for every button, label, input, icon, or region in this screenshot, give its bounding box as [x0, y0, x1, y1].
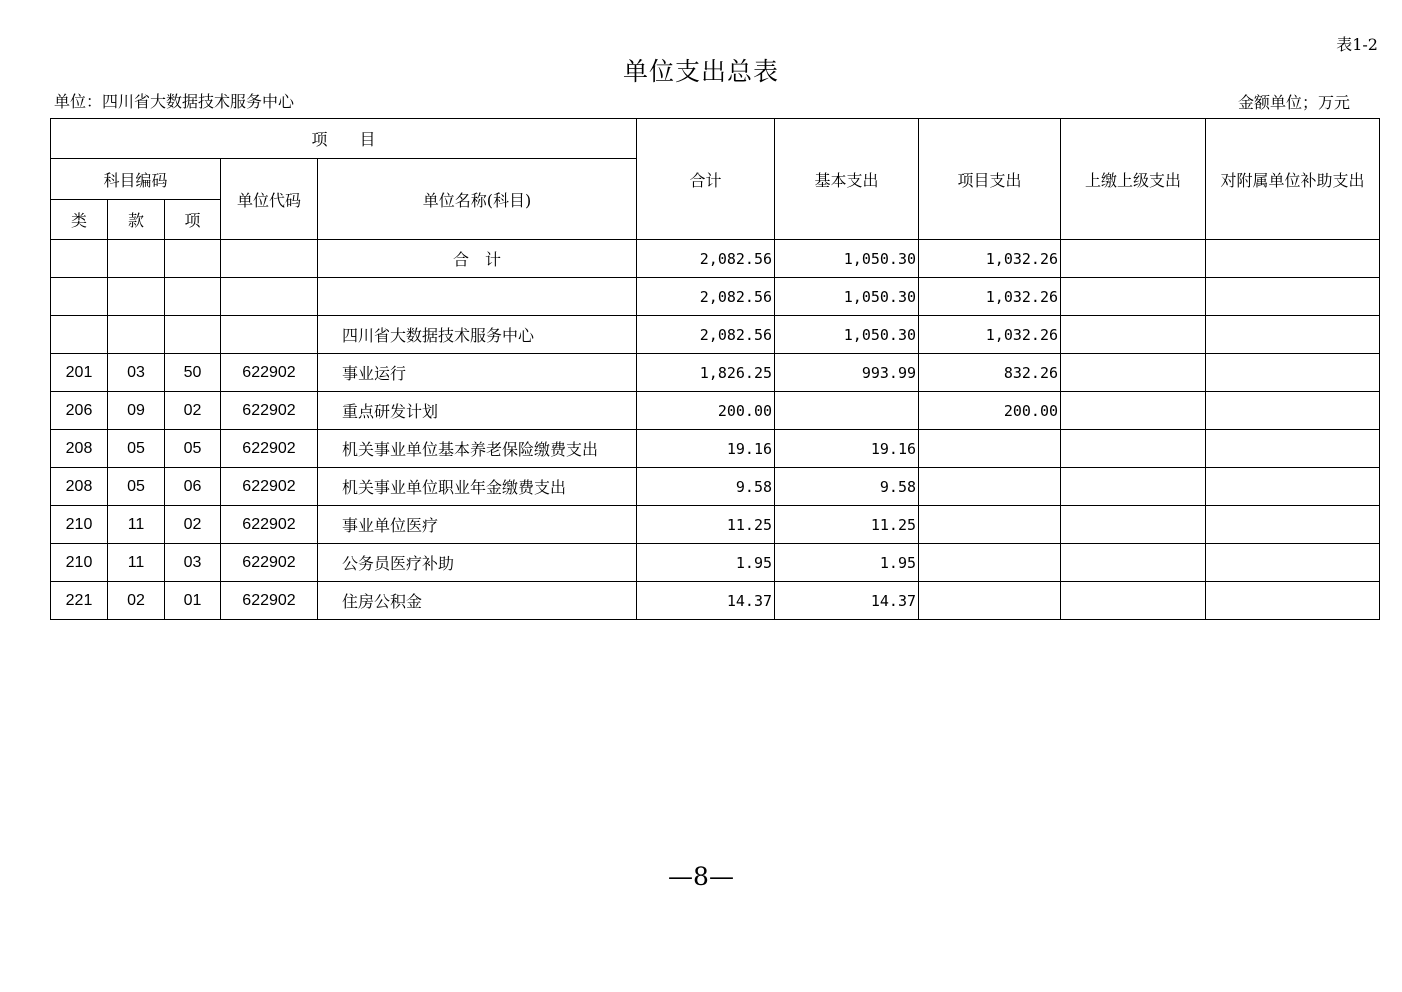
page-number: —8— [668, 862, 734, 891]
expenditure-table [50, 118, 1380, 620]
cell-lei: 208 [51, 430, 108, 468]
cell-total: 2,082.56 [637, 278, 775, 316]
cell-total: 2,082.56 [637, 240, 775, 278]
cell-upper [1061, 354, 1206, 392]
cell-subsidiary [1206, 506, 1380, 544]
cell-project [919, 430, 1061, 468]
cell-subsidiary [1206, 316, 1380, 354]
page-title: 单位支出总表 [622, 57, 779, 86]
cell-subsidiary [1206, 278, 1380, 316]
cell-kuan: 11 [108, 544, 165, 582]
header-xiang: 项 [165, 200, 221, 240]
cell-project [919, 506, 1061, 544]
cell-lei [51, 240, 108, 278]
cell-code: 622902 [221, 582, 318, 620]
cell-basic: 9.58 [775, 468, 919, 506]
header-xiangmu: 项 目 [51, 119, 637, 159]
cell-name: 重点研发计划 [318, 392, 637, 430]
cell-name: 事业单位医疗 [318, 506, 637, 544]
cell-code [221, 278, 318, 316]
cell-kuan: 09 [108, 392, 165, 430]
cell-name: 四川省大数据技术服务中心 [318, 316, 637, 354]
cell-project [919, 544, 1061, 582]
cell-subsidiary [1206, 354, 1380, 392]
cell-kuan: 03 [108, 354, 165, 392]
cell-total: 2,082.56 [637, 316, 775, 354]
cell-kuan: 05 [108, 430, 165, 468]
cell-project [919, 468, 1061, 506]
cell-xiang: 01 [165, 582, 221, 620]
cell-basic [775, 392, 919, 430]
cell-kuan: 02 [108, 582, 165, 620]
cell-total: 200.00 [637, 392, 775, 430]
cell-xiang [165, 316, 221, 354]
cell-basic: 993.99 [775, 354, 919, 392]
table-row [51, 354, 1380, 392]
cell-code [221, 240, 318, 278]
cell-xiang [165, 240, 221, 278]
table-number: 表1-2 [1336, 35, 1378, 54]
cell-basic: 14.37 [775, 582, 919, 620]
header-unit-name: 单位名称(科目) [318, 159, 637, 240]
table-row [51, 582, 1380, 620]
cell-xiang: 50 [165, 354, 221, 392]
cell-upper [1061, 430, 1206, 468]
cell-basic: 1.95 [775, 544, 919, 582]
cell-code: 622902 [221, 506, 318, 544]
cell-xiang [165, 278, 221, 316]
cell-lei [51, 278, 108, 316]
header-total: 合计 [637, 119, 775, 240]
cell-subsidiary [1206, 240, 1380, 278]
cell-total: 19.16 [637, 430, 775, 468]
cell-kuan: 11 [108, 506, 165, 544]
table-row [51, 468, 1380, 506]
cell-basic: 11.25 [775, 506, 919, 544]
cell-xiang: 05 [165, 430, 221, 468]
cell-project: 1,032.26 [919, 278, 1061, 316]
header-project: 项目支出 [919, 119, 1061, 240]
cell-total: 1,826.25 [637, 354, 775, 392]
header-subsidiary: 对附属单位补助支出 [1206, 119, 1380, 240]
cell-name: 公务员医疗补助 [318, 544, 637, 582]
table-row [51, 544, 1380, 582]
header-subject-code: 科目编码 [51, 159, 221, 200]
cell-name [318, 278, 637, 316]
table-row [51, 430, 1380, 468]
table-row [51, 240, 1380, 278]
cell-upper [1061, 506, 1206, 544]
cell-name: 住房公积金 [318, 582, 637, 620]
cell-basic: 1,050.30 [775, 240, 919, 278]
cell-subsidiary [1206, 582, 1380, 620]
header-unit-code: 单位代码 [221, 159, 318, 240]
cell-upper [1061, 468, 1206, 506]
cell-xiang: 03 [165, 544, 221, 582]
cell-name: 事业运行 [318, 354, 637, 392]
cell-project: 200.00 [919, 392, 1061, 430]
cell-xiang: 02 [165, 392, 221, 430]
header-basic: 基本支出 [775, 119, 919, 240]
header-row-1 [51, 119, 1380, 159]
cell-name: 合 计 [318, 240, 637, 278]
cell-kuan [108, 316, 165, 354]
table-row [51, 316, 1380, 354]
cell-upper [1061, 392, 1206, 430]
cell-subsidiary [1206, 468, 1380, 506]
cell-basic: 19.16 [775, 430, 919, 468]
cell-xiang: 02 [165, 506, 221, 544]
cell-upper [1061, 316, 1206, 354]
cell-lei [51, 316, 108, 354]
cell-upper [1061, 278, 1206, 316]
cell-name: 机关事业单位基本养老保险缴费支出 [318, 430, 637, 468]
cell-lei: 210 [51, 544, 108, 582]
cell-subsidiary [1206, 544, 1380, 582]
cell-code: 622902 [221, 544, 318, 582]
cell-upper [1061, 544, 1206, 582]
cell-xiang: 06 [165, 468, 221, 506]
cell-basic: 1,050.30 [775, 316, 919, 354]
cell-code: 622902 [221, 430, 318, 468]
cell-total: 9.58 [637, 468, 775, 506]
cell-lei: 210 [51, 506, 108, 544]
table-row [51, 392, 1380, 430]
cell-upper [1061, 582, 1206, 620]
cell-lei: 221 [51, 582, 108, 620]
cell-code: 622902 [221, 354, 318, 392]
cell-lei: 206 [51, 392, 108, 430]
cell-basic: 1,050.30 [775, 278, 919, 316]
cell-project: 1,032.26 [919, 240, 1061, 278]
cell-name: 机关事业单位职业年金缴费支出 [318, 468, 637, 506]
cell-code: 622902 [221, 392, 318, 430]
header-lei: 类 [51, 200, 108, 240]
header-kuan: 款 [108, 200, 165, 240]
cell-subsidiary [1206, 392, 1380, 430]
cell-total: 1.95 [637, 544, 775, 582]
cell-lei: 208 [51, 468, 108, 506]
cell-total: 11.25 [637, 506, 775, 544]
unit-label: 单位：四川省大数据技术服务中心 [54, 92, 295, 111]
table-row [51, 506, 1380, 544]
header-upper: 上缴上级支出 [1061, 119, 1206, 240]
cell-total: 14.37 [637, 582, 775, 620]
table-row [51, 278, 1380, 316]
cell-kuan [108, 278, 165, 316]
cell-kuan: 05 [108, 468, 165, 506]
cell-code [221, 316, 318, 354]
cell-project: 832.26 [919, 354, 1061, 392]
amount-unit-label: 金额单位；万元 [1237, 93, 1350, 112]
cell-upper [1061, 240, 1206, 278]
cell-project: 1,032.26 [919, 316, 1061, 354]
cell-kuan [108, 240, 165, 278]
cell-project [919, 582, 1061, 620]
cell-code: 622902 [221, 468, 318, 506]
cell-lei: 201 [51, 354, 108, 392]
cell-subsidiary [1206, 430, 1380, 468]
